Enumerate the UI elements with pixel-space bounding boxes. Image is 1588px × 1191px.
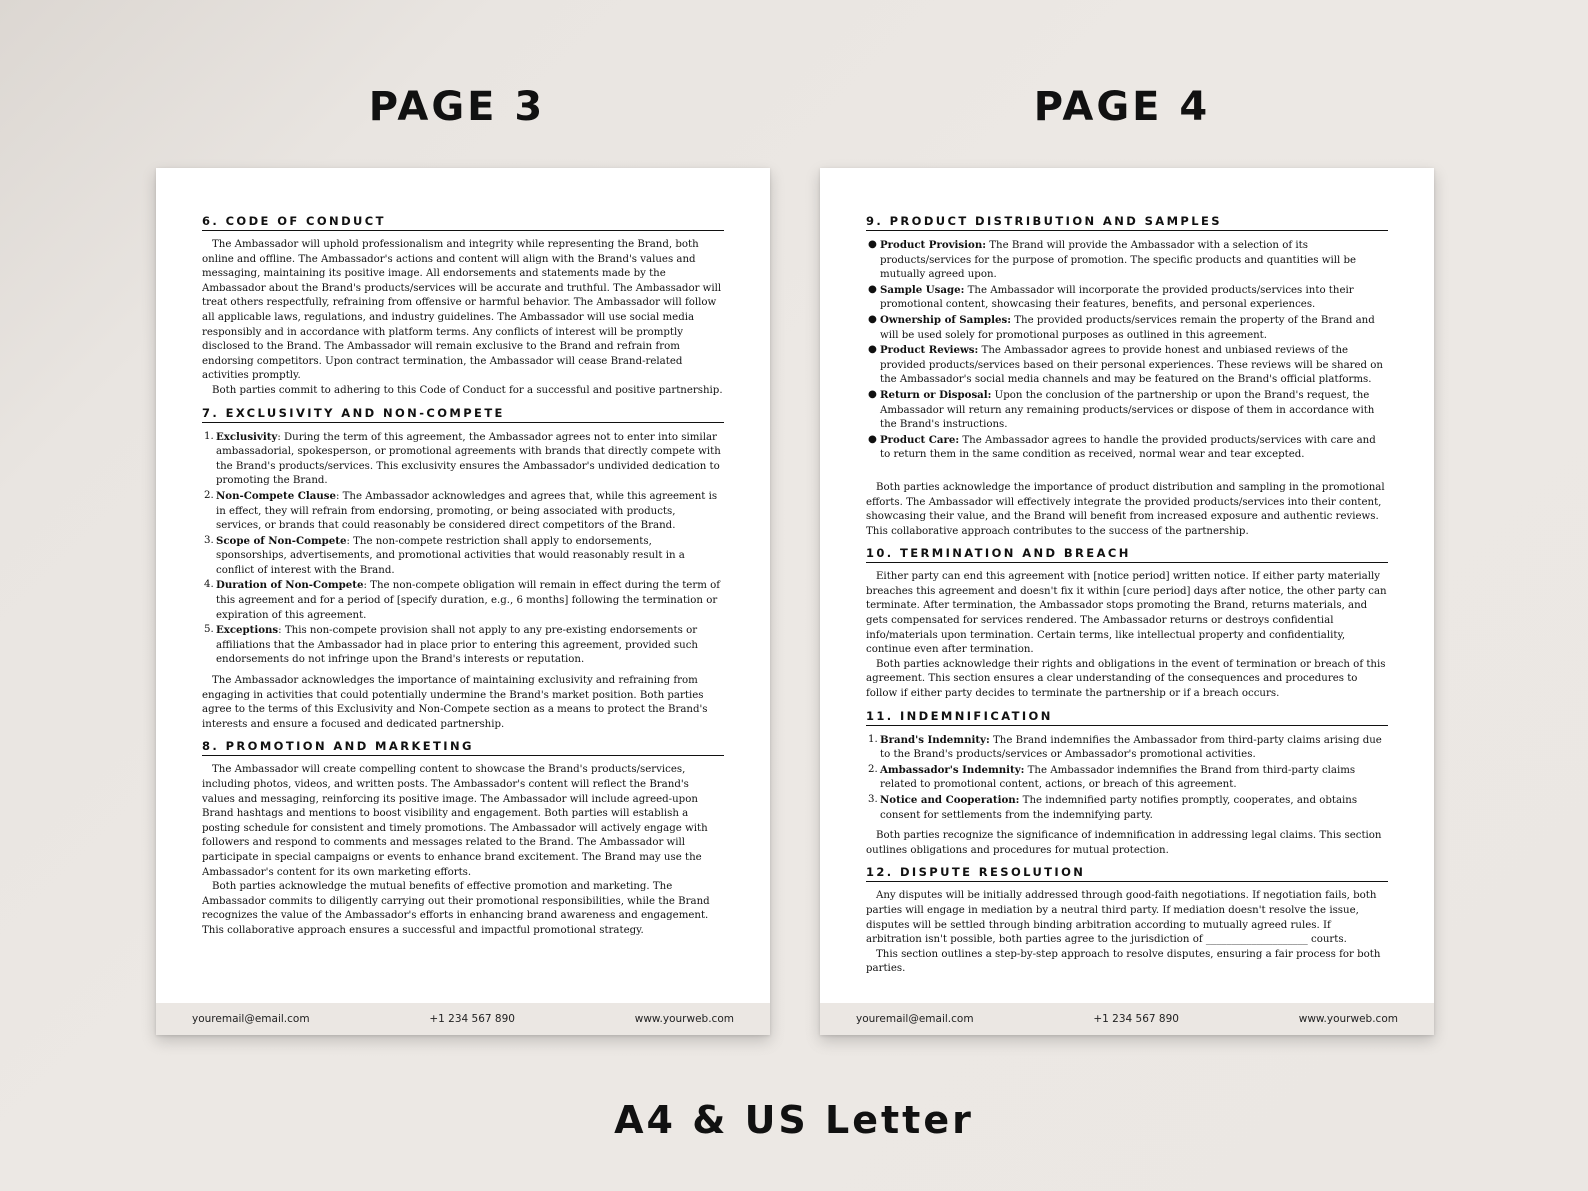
page-3-footer — [156, 1003, 770, 1035]
list-item: ● Product Care: The Ambassador agrees to handle the provided products/services with care and to return them in the same condition as received, normal wear and tear excepted. — [868, 433, 1376, 461]
list-item: ● Sample Usage: The Ambassador will incorporate the provided products/services into their promotional content, showcasing their features, benefits, and personal experiences. — [868, 283, 1354, 311]
format-caption: A4 & US Letter — [614, 1098, 974, 1142]
section-7-paragraph: The Ambassador acknowledges the importance of maintaining exclusivity and refraining from engaging in activities that could potentially undermine the Brand's market position. Both parties agree to the terms of this Exclusivity and Non-Compete section as a means to protect the Brand's interests and ensure a focused and dedicated partnership. — [202, 675, 708, 730]
page-4-footer — [820, 1003, 1434, 1035]
footer-phone: +1 234 567 890 — [429, 1013, 515, 1025]
page-4-body — [866, 214, 1388, 997]
section-9-list — [866, 238, 1388, 463]
list-item: ● Product Provision: The Brand will provide the Ambassador with a selection of its products/services for the purpose of promotion. The specific products and quantities will be mutually agreed upon. — [868, 239, 1357, 281]
footer-email: youremail@email.com — [856, 1013, 974, 1025]
section-12-closing: This section outlines a step-by-step approach to resolve disputes, ensuring a fair process for both parties. — [866, 948, 1381, 975]
section-12-paragraph: Any disputes will be initially addressed through good-faith negotiations. If negotiation fails, both parties will engage in mediation by a neutral third party. If mediation doesn't resolve the issue, disputes will be settled through binding arbitration according to mutually agreed rules. If arbitration isn't possible, both parties agree to the jurisdiction of ____________________ courts. — [866, 890, 1377, 946]
page-3-body — [202, 214, 724, 997]
section-11-list — [866, 733, 1388, 824]
page-4-sheet — [820, 168, 1434, 1035]
footer-website: www.yourweb.com — [1298, 1013, 1398, 1025]
section-8-paragraph: The Ambassador will create compelling content to showcase the Brand's products/services, including photos, videos, and written posts. The Ambassador's content will reflect the Brand's values and messaging, reinforcing its positive image. The Ambassador will include agreed-upon Brand hashtags and mentions to boost visibility and engagement. Both parties will establish a posting schedule for consistent and timely promotions. The Ambassador will actively engage with followers and respond to comments and messages related to the Brand. The Ambassador will participate in special campaigns or events to enhance brand excitement. The Brand may use the Ambassador's content for its own marketing efforts. — [202, 764, 708, 878]
section-6-closing: Both parties commit to adhering to this Code of Conduct for a successful and positive partnership. — [212, 384, 723, 396]
list-item: ● Product Reviews: The Ambassador agrees to provide honest and unbiased reviews of the provided products/services based on their personal experiences. These reviews will be shared on the Ambassador's social media channels and may be featured on the Brand's official platforms. — [868, 344, 1383, 386]
page-3-label: PAGE 3 — [368, 84, 546, 130]
list-item: 2. Non-Compete Clause: The Ambassador acknowledges and agrees that, while this agreement is in effect, they will refrain from endorsing, promoting, or being associated with products, services, or brands that could reasonably be considered direct competitors of the Brand. — [204, 489, 718, 532]
list-item: 2. Ambassador's Indemnity: The Ambassador indemnifies the Brand from third-party claims related to promotional content, actions, or breach of this agreement. — [868, 763, 1356, 791]
page-3-sheet — [156, 168, 770, 1035]
section-9-paragraph: Both parties acknowledge the importance of product distribution and sampling in the promotional efforts. The Ambassador will effectively integrate the provided products/services into their content, showcasing their value, and the Brand will benefit from increased exposure and authentic reviews. This collaborative approach contributes to the success of the partnership. — [866, 481, 1385, 537]
section-7-list — [202, 430, 724, 669]
section-6-title: 6. CODE OF CONDUCT — [202, 214, 724, 231]
list-item: 1. Brand's Indemnity: The Brand indemnifies the Ambassador from third-party claims arising due to the Brand's products/services or Ambassador's promotional activities. — [868, 733, 1382, 761]
list-item: 5. Exceptions: This non-compete provision shall not apply to any pre-existing endorsements or affiliations that the Ambassador had in place prior to entering this agreement, provided such endorsements do not infringe upon the Brand's interests or reputation. — [204, 624, 698, 666]
section-11-paragraph: Both parties recognize the significance of indemnification in addressing legal claims. This section outlines obligations and procedures for mutual protection. — [866, 830, 1382, 856]
section-9-title: 9. PRODUCT DISTRIBUTION AND SAMPLES — [866, 214, 1388, 231]
footer-website: www.yourweb.com — [634, 1013, 734, 1025]
section-10-paragraph: Either party can end this agreement with [notice period] written notice. If either party materially breaches this agreement and doesn't fix it within [cure period] days after notice, the other party can terminate. After termination, the Ambassador stops promoting the Brand, returns materials, and gets compensated for services rendered. The Ambassador returns or destroys confidential info/materials upon termination. Certain terms, like intellectual property and confidentiality, continue even after termination. — [866, 571, 1387, 656]
list-item: 1. Exclusivity: During the term of this agreement, the Ambassador agrees not to enter into similar ambassadorial, spokesperson, or promotional agreements with brands that directly compete with the Brand's products/services. This exclusivity ensures the Ambassador's undivided dedication to promoting the Brand. — [204, 430, 721, 487]
footer-email: youremail@email.com — [192, 1013, 310, 1025]
section-12-title: 12. DISPUTE RESOLUTION — [866, 865, 1388, 882]
section-8-title: 8. PROMOTION AND MARKETING — [202, 739, 724, 756]
section-8-closing: Both parties acknowledge the mutual benefits of effective promotion and marketing. The Ambassador commits to diligently carrying out their promotional responsibilities, while the Brand recognizes the value of the Ambassador's efforts in enhancing brand awareness and engagement. This collaborative approach ensures a successful and impactful promotional strategy. — [202, 881, 710, 936]
section-7-title: 7. EXCLUSIVITY AND NON-COMPETE — [202, 406, 724, 423]
footer-phone: +1 234 567 890 — [1093, 1013, 1179, 1025]
list-item: 4. Duration of Non-Compete: The non-compete obligation will remain in effect during the term of this agreement and for a period of [specify duration, e.g., 6 months] following the termination or expiration of this agreement. — [204, 579, 721, 621]
list-item: 3. Notice and Cooperation: The indemnified party notifies promptly, cooperates, and obtains consent for settlements from the indemnifying party. — [868, 794, 1358, 821]
section-6-paragraph: The Ambassador will uphold professionalism and integrity while representing the Brand, both online and offline. The Ambassador's actions and content will align with the Brand's values and messaging, maintaining its positive image. All endorsements and statements made by the Ambassador about the Brand's products/services will be accurate and truthful. The Ambassador will treat others respectfully, refraining from offensive or harmful behavior. The Ambassador will follow all applicable laws, regulations, and industry guidelines. The Ambassador will use social media responsibly and in accordance with platform terms. Any conflicts of interest will be promptly disclosed to the Brand. The Ambassador will remain exclusive to the Brand and refrain from endorsing competitors. Upon contract termination, the Ambassador will cease Brand-related activities promptly. — [202, 239, 722, 382]
section-11-title: 11. INDEMNIFICATION — [866, 709, 1388, 726]
list-item: 3. Scope of Non-Compete: The non-compete restriction shall apply to endorsements, sponsorships, advertisements, and promotional activities that would reasonably result in a conflict of interest with the Brand. — [204, 534, 685, 576]
section-10-title: 10. TERMINATION AND BREACH — [866, 546, 1388, 563]
page-4-label: PAGE 4 — [1033, 84, 1211, 130]
list-item: ● Return or Disposal: Upon the conclusion of the partnership or upon the Brand's request, the Ambassador will return any remaining products/services or dispose of them in accordance with the Brand's instructions. — [868, 388, 1375, 431]
list-item: ● Ownership of Samples: The provided products/services remain the property of the Brand and will be used solely for promotional purposes as outlined in this agreement. — [868, 313, 1375, 341]
section-10-closing: Both parties acknowledge their rights and obligations in the event of termination or breach of this agreement. This section ensures a clear understanding of the consequences and procedures to follow if either party decides to terminate the partnership or if a breach occurs. — [866, 658, 1386, 700]
